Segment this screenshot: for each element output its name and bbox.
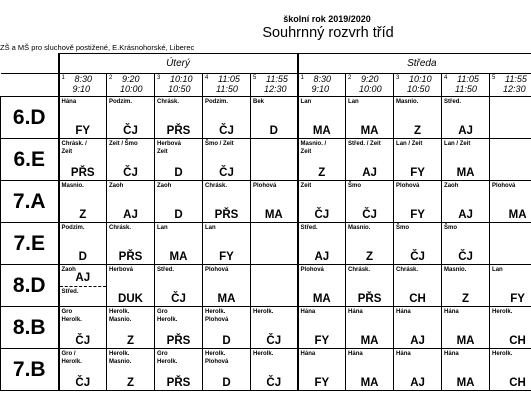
lesson-cell xyxy=(346,139,394,181)
lesson-subject: CH xyxy=(509,377,526,389)
lesson-cell xyxy=(107,307,155,349)
class-name: 7.B xyxy=(1,349,59,391)
corner-cell xyxy=(1,74,59,97)
lesson-teacher: Plohová xyxy=(253,183,277,189)
lesson-subject: CH xyxy=(509,335,526,347)
lesson-cell xyxy=(298,223,346,265)
lesson-cell xyxy=(442,223,490,265)
lesson-teacher-alt: Zeit xyxy=(61,149,73,155)
lesson-subject: AJ xyxy=(75,272,91,284)
lesson-teacher: Lan / Zeit xyxy=(444,141,471,147)
lesson-cell xyxy=(251,265,298,307)
lesson-subject: MA xyxy=(456,335,475,347)
hour-end: 9:10 xyxy=(72,84,91,94)
lesson-cell xyxy=(203,307,251,349)
lesson-teacher: Zaoh xyxy=(444,183,459,189)
lesson-teacher: Herolk. xyxy=(492,309,513,315)
lesson-subject: D xyxy=(269,125,278,137)
class-name: 6.D xyxy=(1,97,59,139)
lesson-cell xyxy=(490,349,531,391)
lesson-teacher: Střed. xyxy=(300,225,318,231)
lesson-teacher: Herolk. xyxy=(205,351,226,357)
lesson-teacher: Masnio. xyxy=(444,267,467,273)
lesson-teacher: Lan xyxy=(300,99,312,105)
hour-number: 5 xyxy=(492,75,496,81)
class-row xyxy=(1,223,531,265)
class-row xyxy=(1,97,531,139)
lesson-subject: Z xyxy=(318,167,326,179)
lesson-cell xyxy=(298,139,346,181)
lesson-subject: D xyxy=(78,251,87,263)
lesson-cell xyxy=(346,307,394,349)
hour-header xyxy=(442,74,490,97)
lesson-cell xyxy=(203,181,251,223)
lesson-subject: MA xyxy=(360,377,379,389)
lesson-cell xyxy=(490,223,531,265)
lesson-subject: MA xyxy=(456,377,475,389)
hour-start: 8:30 xyxy=(313,74,332,84)
lesson-subject: AJ xyxy=(458,209,473,221)
lesson-cell xyxy=(394,181,442,223)
lesson-subject: FY xyxy=(410,167,425,179)
lesson-teacher: Šmo xyxy=(444,225,458,231)
class-name: 6.E xyxy=(1,139,59,181)
lesson-cell xyxy=(298,349,346,391)
split-divider xyxy=(60,286,107,287)
timetable-grid xyxy=(0,53,531,391)
lesson-subject: Z xyxy=(126,377,135,389)
lesson-subject: PŘS xyxy=(70,167,95,179)
hour-header xyxy=(155,74,203,97)
hour-end: 11:50 xyxy=(455,84,477,94)
lesson-cell xyxy=(155,265,203,307)
lesson-subject: Z xyxy=(79,209,87,221)
lesson-teacher-alt: Zeit xyxy=(300,149,312,155)
lesson-teacher: Hána xyxy=(348,309,363,315)
lesson-subject: FY xyxy=(314,335,330,347)
lesson-subject: AJ xyxy=(362,167,377,179)
lesson-teacher-alt: Herolk. xyxy=(157,317,178,323)
hour-header xyxy=(490,74,531,97)
hour-start: 11:55 xyxy=(266,74,288,84)
lesson-cell xyxy=(59,265,107,307)
hour-start: 11:55 xyxy=(505,74,527,84)
lesson-teacher-alt: Masnio. xyxy=(109,359,132,365)
lesson-cell xyxy=(155,97,203,139)
lesson-teacher: Masnio. / xyxy=(300,141,327,147)
hour-start: 10:10 xyxy=(409,74,432,84)
hour-end: 9:10 xyxy=(311,84,330,94)
lesson-subject: ČJ xyxy=(75,335,91,347)
lesson-subject: Z xyxy=(462,293,470,305)
hour-start: 11:05 xyxy=(218,74,240,84)
lesson-subject: AJ xyxy=(410,335,425,347)
lesson-teacher: Herolk. xyxy=(205,309,226,315)
lesson-teacher: Hána xyxy=(61,99,77,105)
lesson-subject: AJ xyxy=(314,251,330,263)
lesson-teacher: Hána xyxy=(396,351,411,357)
day-name: Úterý xyxy=(59,54,298,74)
lesson-teacher: Podzim. xyxy=(205,99,229,105)
lesson-cell xyxy=(203,97,251,139)
lesson-cell xyxy=(155,307,203,349)
class-row xyxy=(1,139,531,181)
lesson-teacher: Chrásk. xyxy=(396,267,419,273)
class-name: 7.A xyxy=(1,181,59,223)
lesson-cell xyxy=(59,97,107,139)
hour-end: 12:30 xyxy=(264,84,287,94)
lesson-teacher: Hána xyxy=(444,309,459,315)
lesson-teacher: Plohová xyxy=(205,267,229,273)
lesson-teacher-alt: Herolk. xyxy=(61,317,82,323)
lesson-subject: FY xyxy=(314,377,330,389)
lesson-teacher: Šmo / Zeit xyxy=(205,141,234,147)
hour-header xyxy=(203,74,251,97)
lesson-teacher: Herbová xyxy=(157,141,182,147)
lesson-subject: ČJ xyxy=(123,125,138,137)
lesson-teacher-alt: Herolk. xyxy=(61,359,82,365)
lesson-teacher: Podzim. xyxy=(109,99,133,105)
lesson-teacher: Střed. xyxy=(157,267,175,273)
hour-number: 1 xyxy=(300,75,304,81)
lesson-teacher: Masnio. xyxy=(396,99,419,105)
lesson-subject: ČJ xyxy=(362,209,377,221)
lesson-subject: MA xyxy=(360,125,379,137)
lesson-subject: CH xyxy=(409,293,426,305)
lesson-teacher: Herolk. xyxy=(253,309,274,315)
day-header-row xyxy=(1,54,531,74)
hour-start: 9:20 xyxy=(122,74,140,84)
lesson-teacher: Zaoh xyxy=(109,183,124,189)
lesson-cell xyxy=(298,307,346,349)
lesson-subject: ČJ xyxy=(458,251,473,263)
lesson-teacher-alt: Zeit xyxy=(157,149,168,155)
hour-end: 10:50 xyxy=(168,84,191,94)
lesson-teacher-alt: Masnio. xyxy=(109,317,132,323)
lesson-subject: ČJ xyxy=(314,209,330,221)
lesson-cell xyxy=(442,181,490,223)
lesson-cell xyxy=(155,223,203,265)
lesson-teacher: Zeit xyxy=(300,183,312,189)
lesson-subject: ČJ xyxy=(123,167,138,179)
lesson-cell xyxy=(298,181,346,223)
lesson-subject: ČJ xyxy=(266,335,282,347)
lesson-cell xyxy=(442,265,490,307)
lesson-cell xyxy=(59,223,107,265)
hour-number: 3 xyxy=(157,75,161,81)
lesson-cell xyxy=(490,307,531,349)
lesson-teacher: Bek xyxy=(253,99,265,105)
lesson-subject: MA xyxy=(312,125,331,137)
lesson-teacher: Zeit / Šmo xyxy=(109,141,138,147)
lesson-cell xyxy=(346,97,394,139)
lesson-subject: Z xyxy=(366,251,374,263)
lesson-teacher: Herolk. xyxy=(492,351,513,357)
lesson-cell xyxy=(59,349,107,391)
lesson-cell xyxy=(203,223,251,265)
lesson-teacher: Gro xyxy=(61,309,73,315)
hour-number: 2 xyxy=(348,75,352,81)
hour-number: 4 xyxy=(444,75,448,81)
hour-end: 12:30 xyxy=(503,84,526,94)
lesson-teacher: Chrásk. xyxy=(205,183,228,189)
hour-header xyxy=(107,74,155,97)
lesson-subject: MA xyxy=(312,293,331,305)
hour-end: 10:50 xyxy=(407,84,430,94)
hour-end: 10:00 xyxy=(359,84,382,94)
hour-header xyxy=(59,74,107,97)
hour-end: 11:50 xyxy=(216,84,238,94)
lesson-cell xyxy=(298,97,346,139)
lesson-teacher-alt: Plohová xyxy=(205,359,229,365)
lesson-subject: AJ xyxy=(458,125,473,137)
lesson-teacher: Plohová xyxy=(492,183,516,189)
lesson-cell xyxy=(442,349,490,391)
class-name: 7.E xyxy=(1,223,59,265)
lesson-subject: FY xyxy=(75,125,91,137)
lesson-cell xyxy=(490,265,531,307)
lesson-cell xyxy=(107,139,155,181)
lesson-cell xyxy=(442,97,490,139)
corner-cell xyxy=(1,54,59,74)
hour-header xyxy=(394,74,442,97)
lesson-teacher: Masnio. xyxy=(348,225,371,231)
lesson-cell xyxy=(251,181,298,223)
lesson-subject: ČJ xyxy=(75,377,91,389)
lesson-subject: MA xyxy=(360,335,379,347)
class-row xyxy=(1,307,531,349)
lesson-subject: PŘS xyxy=(118,251,143,263)
hour-number: 1 xyxy=(61,75,65,81)
lesson-teacher: Střed. xyxy=(444,99,462,105)
lesson-subject: ČJ xyxy=(410,251,425,263)
lesson-cell xyxy=(155,181,203,223)
lesson-subject: FY xyxy=(219,251,234,263)
lesson-teacher: Herolk. xyxy=(253,351,274,357)
lesson-cell xyxy=(394,307,442,349)
lesson-cell xyxy=(394,97,442,139)
lesson-cell xyxy=(442,139,490,181)
lesson-subject: Z xyxy=(414,125,422,137)
hour-start: 9:20 xyxy=(361,74,379,84)
lesson-teacher: Lan xyxy=(157,225,168,231)
lesson-subject: PŘS xyxy=(214,209,239,221)
lesson-cell xyxy=(251,307,298,349)
lesson-subject: MA xyxy=(217,293,236,305)
lesson-cell xyxy=(59,307,107,349)
lesson-teacher: Střed. / Zeit xyxy=(348,141,381,147)
lesson-cell xyxy=(394,265,442,307)
hour-start: 8:30 xyxy=(74,74,93,84)
lesson-subject: FY xyxy=(410,209,425,221)
class-name: 8.B xyxy=(1,307,59,349)
lesson-cell xyxy=(442,307,490,349)
school-year: školní rok 2019/2020 xyxy=(283,14,371,24)
lesson-teacher: Gro xyxy=(157,351,168,357)
lesson-subject: PŘS xyxy=(166,335,191,347)
hour-header xyxy=(251,74,298,97)
class-row xyxy=(1,265,531,307)
day-name: Středa xyxy=(298,54,531,74)
lesson-teacher: Podzim. xyxy=(61,225,85,231)
lesson-teacher: Lan / Zeit xyxy=(396,141,423,147)
lesson-teacher: Chrásk. xyxy=(109,225,132,231)
lesson-teacher: Hána xyxy=(444,351,459,357)
lesson-cell xyxy=(203,139,251,181)
lesson-teacher: Lan xyxy=(492,267,503,273)
hour-start: 11:05 xyxy=(457,74,479,84)
lesson-cell xyxy=(203,349,251,391)
lesson-subject: D xyxy=(222,335,231,347)
lesson-teacher: Herolk. xyxy=(109,351,130,357)
lesson-teacher: Chrásk. xyxy=(157,99,180,105)
lesson-cell xyxy=(59,139,107,181)
lesson-cell xyxy=(155,139,203,181)
lesson-cell xyxy=(346,265,394,307)
lesson-cell xyxy=(251,349,298,391)
lesson-teacher: Gro xyxy=(157,309,168,315)
lesson-cell xyxy=(346,223,394,265)
class-row xyxy=(1,349,531,391)
lesson-subject: FY xyxy=(510,293,525,305)
hour-number: 5 xyxy=(253,75,257,81)
lesson-subject: ČJ xyxy=(171,293,186,305)
page-title: Souhrnný rozvrh tříd xyxy=(262,25,394,41)
lesson-teacher-alt: Herolk. xyxy=(157,359,178,365)
lesson-cell xyxy=(107,265,155,307)
lesson-subject: AJ xyxy=(410,377,425,389)
lesson-teacher: Hána xyxy=(396,309,411,315)
lesson-teacher: Hána xyxy=(348,351,363,357)
lesson-teacher: Gro / xyxy=(61,351,76,357)
class-row xyxy=(1,181,531,223)
lesson-subject: Z xyxy=(126,335,135,347)
lesson-cell xyxy=(346,181,394,223)
lesson-cell xyxy=(107,181,155,223)
lesson-teacher: Herolk. xyxy=(109,309,130,315)
lesson-teacher: Zaoh xyxy=(157,183,172,189)
lesson-subject: PŘS xyxy=(166,125,191,137)
lesson-subject: MA xyxy=(508,209,527,221)
lesson-teacher: Chrásk. xyxy=(348,267,371,273)
lesson-cell xyxy=(107,349,155,391)
lesson-teacher: Masnio. xyxy=(61,183,84,189)
lesson-teacher-alt: Střed. xyxy=(61,289,79,295)
lesson-teacher: Herbová xyxy=(109,267,134,273)
hour-start: 10:10 xyxy=(170,74,193,84)
lesson-subject: MA xyxy=(264,209,283,221)
lesson-cell xyxy=(107,97,155,139)
hour-header xyxy=(298,74,346,97)
school-name: ZŠ a MŠ pro sluchově postižené, E.Krásnohorské, Liberec xyxy=(0,43,195,52)
lesson-cell xyxy=(394,223,442,265)
lesson-subject: D xyxy=(174,167,183,179)
lesson-cell xyxy=(251,223,298,265)
lesson-cell xyxy=(394,349,442,391)
lesson-cell xyxy=(346,349,394,391)
hour-header xyxy=(346,74,394,97)
lesson-subject: AJ xyxy=(123,209,138,221)
lesson-teacher: Plohová xyxy=(300,267,324,273)
lesson-subject: ČJ xyxy=(266,377,282,389)
lesson-teacher: Šmo xyxy=(396,225,410,231)
lesson-subject: D xyxy=(222,377,231,389)
lesson-teacher: Hána xyxy=(300,351,316,357)
lesson-subject: ČJ xyxy=(219,125,234,137)
hour-number: 2 xyxy=(109,75,113,81)
lesson-subject: DUK xyxy=(118,293,143,305)
lesson-subject: MA xyxy=(456,167,475,179)
lesson-teacher-alt: Plohová xyxy=(205,317,229,323)
lesson-cell xyxy=(490,97,531,139)
lesson-teacher: Chrásk. / xyxy=(61,141,87,147)
lesson-cell xyxy=(490,181,531,223)
hour-header-row xyxy=(1,74,531,97)
lesson-teacher: Šmo xyxy=(348,183,362,189)
hour-end: 10:00 xyxy=(120,84,143,94)
lesson-subject: MA xyxy=(169,251,188,263)
lesson-cell xyxy=(155,349,203,391)
lesson-subject: PŘS xyxy=(166,377,191,389)
lesson-cell xyxy=(203,265,251,307)
lesson-cell xyxy=(298,265,346,307)
lesson-cell xyxy=(251,97,298,139)
lesson-subject: PŘS xyxy=(357,293,382,305)
lesson-cell xyxy=(394,139,442,181)
hour-number: 4 xyxy=(205,75,209,81)
lesson-cell xyxy=(59,181,107,223)
lesson-subject: ČJ xyxy=(219,167,234,179)
lesson-cell xyxy=(107,223,155,265)
hour-number: 3 xyxy=(396,75,400,81)
lesson-teacher: Lan xyxy=(348,99,359,105)
lesson-teacher: Zaoh xyxy=(61,267,76,273)
lesson-teacher: Plohová xyxy=(396,183,420,189)
lesson-cell xyxy=(251,139,298,181)
lesson-teacher: Lan xyxy=(205,225,216,231)
lesson-subject: D xyxy=(174,209,183,221)
class-name: 8.D xyxy=(1,265,59,307)
lesson-cell xyxy=(490,139,531,181)
lesson-teacher: Hána xyxy=(300,309,316,315)
